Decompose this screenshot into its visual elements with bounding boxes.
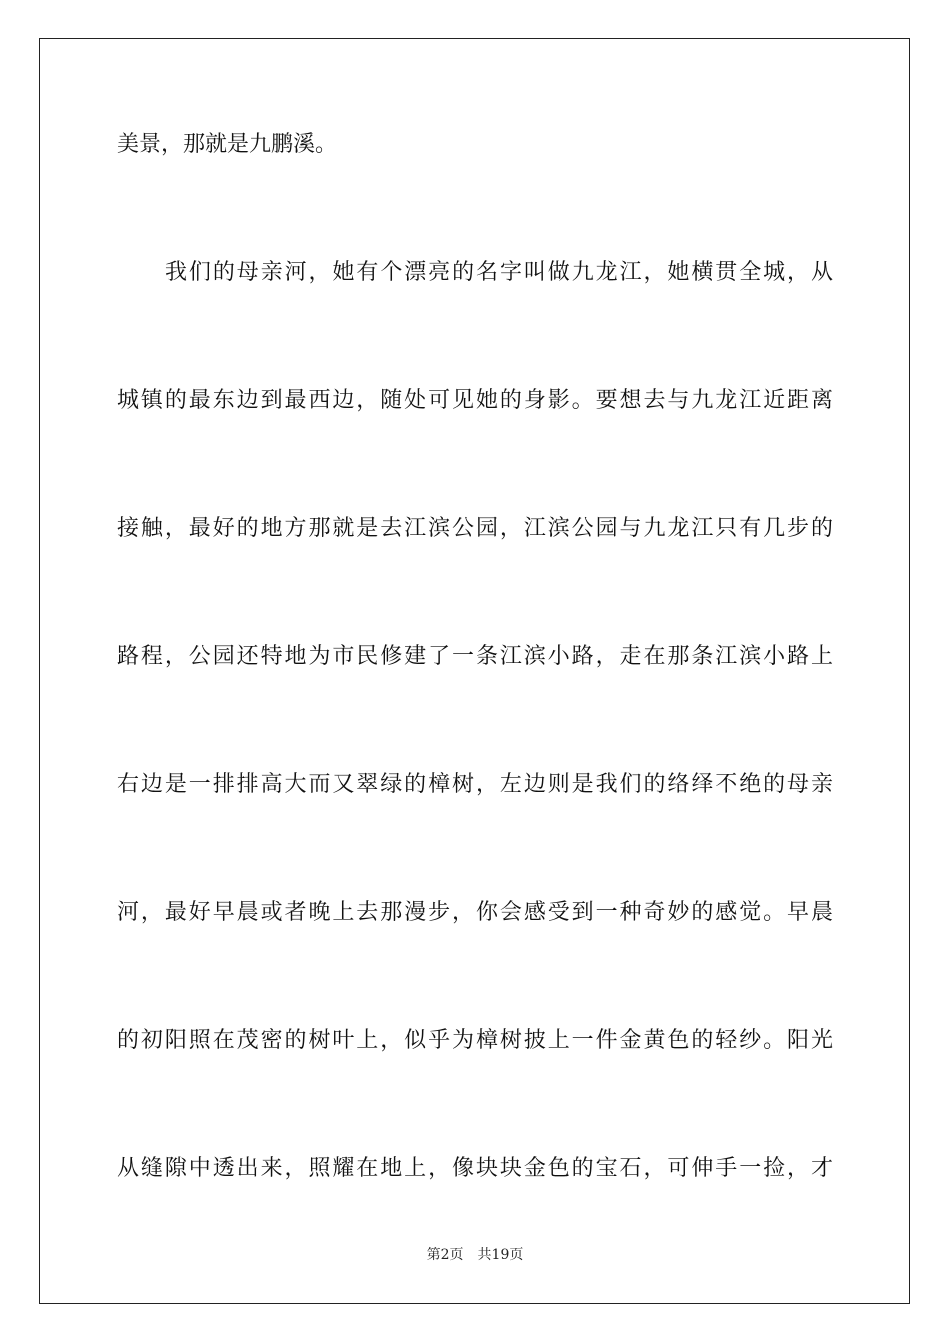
page-total: 共19页: [477, 1247, 524, 1263]
text-line: 右边是一排排高大而又翠绿的樟树，左边则是我们的络绎不绝的母亲: [117, 772, 833, 797]
text-line: 从缝隙中透出来，照耀在地上，像块块金色的宝石，可伸手一捡，才: [117, 1156, 833, 1181]
text-line: 我们的母亲河，她有个漂亮的名字叫做九龙江，她横贯全城，从: [165, 260, 833, 285]
page-number: 第2页: [426, 1247, 464, 1263]
text-line: 的初阳照在茂密的树叶上，似乎为樟树披上一件金黄色的轻纱。阳光: [117, 1028, 833, 1053]
text-line: 美景，那就是九鹏溪。: [117, 132, 338, 157]
text-line: 城镇的最东边到最西边，随处可见她的身影。要想去与九龙江近距离: [117, 388, 833, 413]
text-line: 河，最好早晨或者晚上去那漫步，你会感受到一种奇妙的感觉。早晨: [117, 900, 833, 925]
page-footer: [0, 1244, 950, 1264]
text-line: 路程，公园还特地为市民修建了一条江滨小路，走在那条江滨小路上: [117, 644, 833, 669]
text-line: 接触，最好的地方那就是去江滨公园，江滨公园与九龙江只有几步的: [117, 516, 833, 541]
